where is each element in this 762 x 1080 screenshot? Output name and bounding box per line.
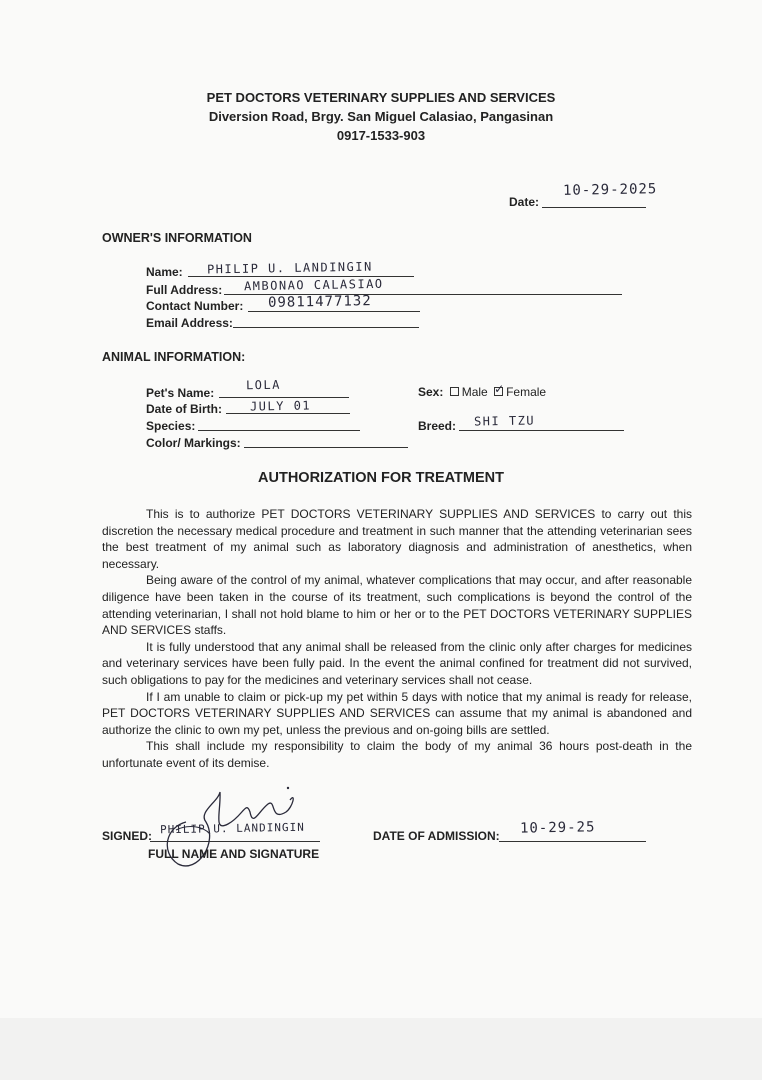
dob-value[interactable]: JULY 01 [249,398,312,414]
owner-address-label: Full Address: [146,283,223,297]
authorization-title: AUTHORIZATION FOR TREATMENT [258,470,504,486]
female-option-label: Female [506,385,547,399]
owner-address-value[interactable]: AMBONAO CALASIAO [243,276,384,294]
owner-name-value[interactable]: PHILIP U. LANDINGIN [206,259,373,277]
owner-email-line [233,327,419,328]
business-name: PET DOCTORS VETERINARY SUPPLIES AND SERVICES [206,90,556,105]
business-phone: 0917-1533-903 [336,128,426,143]
owner-contact-label: Contact Number: [146,299,244,313]
male-option-label: Male [461,385,488,399]
owner-email-label: Email Address: [146,316,233,330]
authorization-paragraph: This shall include my responsibility to claim the body of my animal 36 hours post-death in the unfortunate event of its demise. [102,739,692,770]
pet-name-value[interactable]: LOLA [245,377,282,393]
business-address: Diversion Road, Brgy. San Miguel Calasiao, Pangasinan [208,109,554,124]
color-markings-line [244,447,408,448]
breed-label: Breed: [418,419,457,433]
sex-field [418,382,547,399]
species-label: Species: [146,419,196,433]
date-value[interactable]: 10-29-2025 [562,181,658,199]
authorization-paragraph: If I am unable to claim or pick-up my pet within 5 days with notice that my animal is ready for release, PET DOCTORS VETERINARY SUPPLIES AND SERVICES can assume that my animal is abandoned and authorize the clinic to own my pet, unless the previous and on-going bills are settled. [102,689,692,737]
dob-line [226,413,350,414]
sex-label: Sex: [418,385,444,399]
pet-name-line [219,397,349,398]
date-line [542,207,646,208]
breed-value[interactable]: SHI TZU [473,413,536,429]
checkmark-icon: ✓ [494,382,505,397]
signed-name-value[interactable]: PHILIP U. LANDINGIN [159,820,305,837]
male-checkbox[interactable] [450,387,459,396]
authorization-paragraph: Being aware of the control of my animal, whatever complications that may occur, and after reasonable diligence have been taken in the course of its treatment, such complications is beyond the control of the attending veterinarian, I shall not hold blame to him or her or to the PET DOCTORS VETERINARY SUPPLIES AND SERVICES staffs. [102,573,692,638]
signed-label: SIGNED: [102,829,153,843]
admission-date-label: DATE OF ADMISSION: [373,829,500,843]
female-checkbox[interactable] [494,382,505,397]
pet-name-label: Pet's Name: [146,386,215,400]
owner-name-label: Name: [146,265,183,279]
owner-contact-line [248,311,420,312]
animal-section-title: ANIMAL INFORMATION: [102,350,246,364]
authorization-paragraph: It is fully understood that any animal shall be released from the clinic only after charges for medicines and veterinary services have been fully paid. In the event the animal confined for treatment did not survived, such obligations to pay for the medicines and veterinary services shall not cease. [102,639,692,687]
species-line [198,430,360,431]
authorization-body [102,506,692,772]
admission-date-value[interactable]: 10-29-25 [519,819,596,837]
admission-date-line [499,841,646,842]
color-markings-label: Color/ Markings: [146,436,241,450]
authorization-paragraph: This is to authorize PET DOCTORS VETERINARY SUPPLIES AND SERVICES to carry out this discretion the necessary medical procedure and treatment in such manner that the attending veterinarian sees the best treatment of my animal such as laboratory diagnosis and administration of anesthetics, when necessary. [102,507,692,571]
owner-contact-value[interactable]: 09811477132 [267,293,372,311]
breed-line [459,430,624,431]
dob-label: Date of Birth: [146,402,222,416]
owner-section-title: OWNER'S INFORMATION [102,231,252,245]
date-label: Date: [509,195,540,209]
signature-caption: FULL NAME AND SIGNATURE [148,847,320,861]
scan-bottom-band [0,1018,762,1080]
